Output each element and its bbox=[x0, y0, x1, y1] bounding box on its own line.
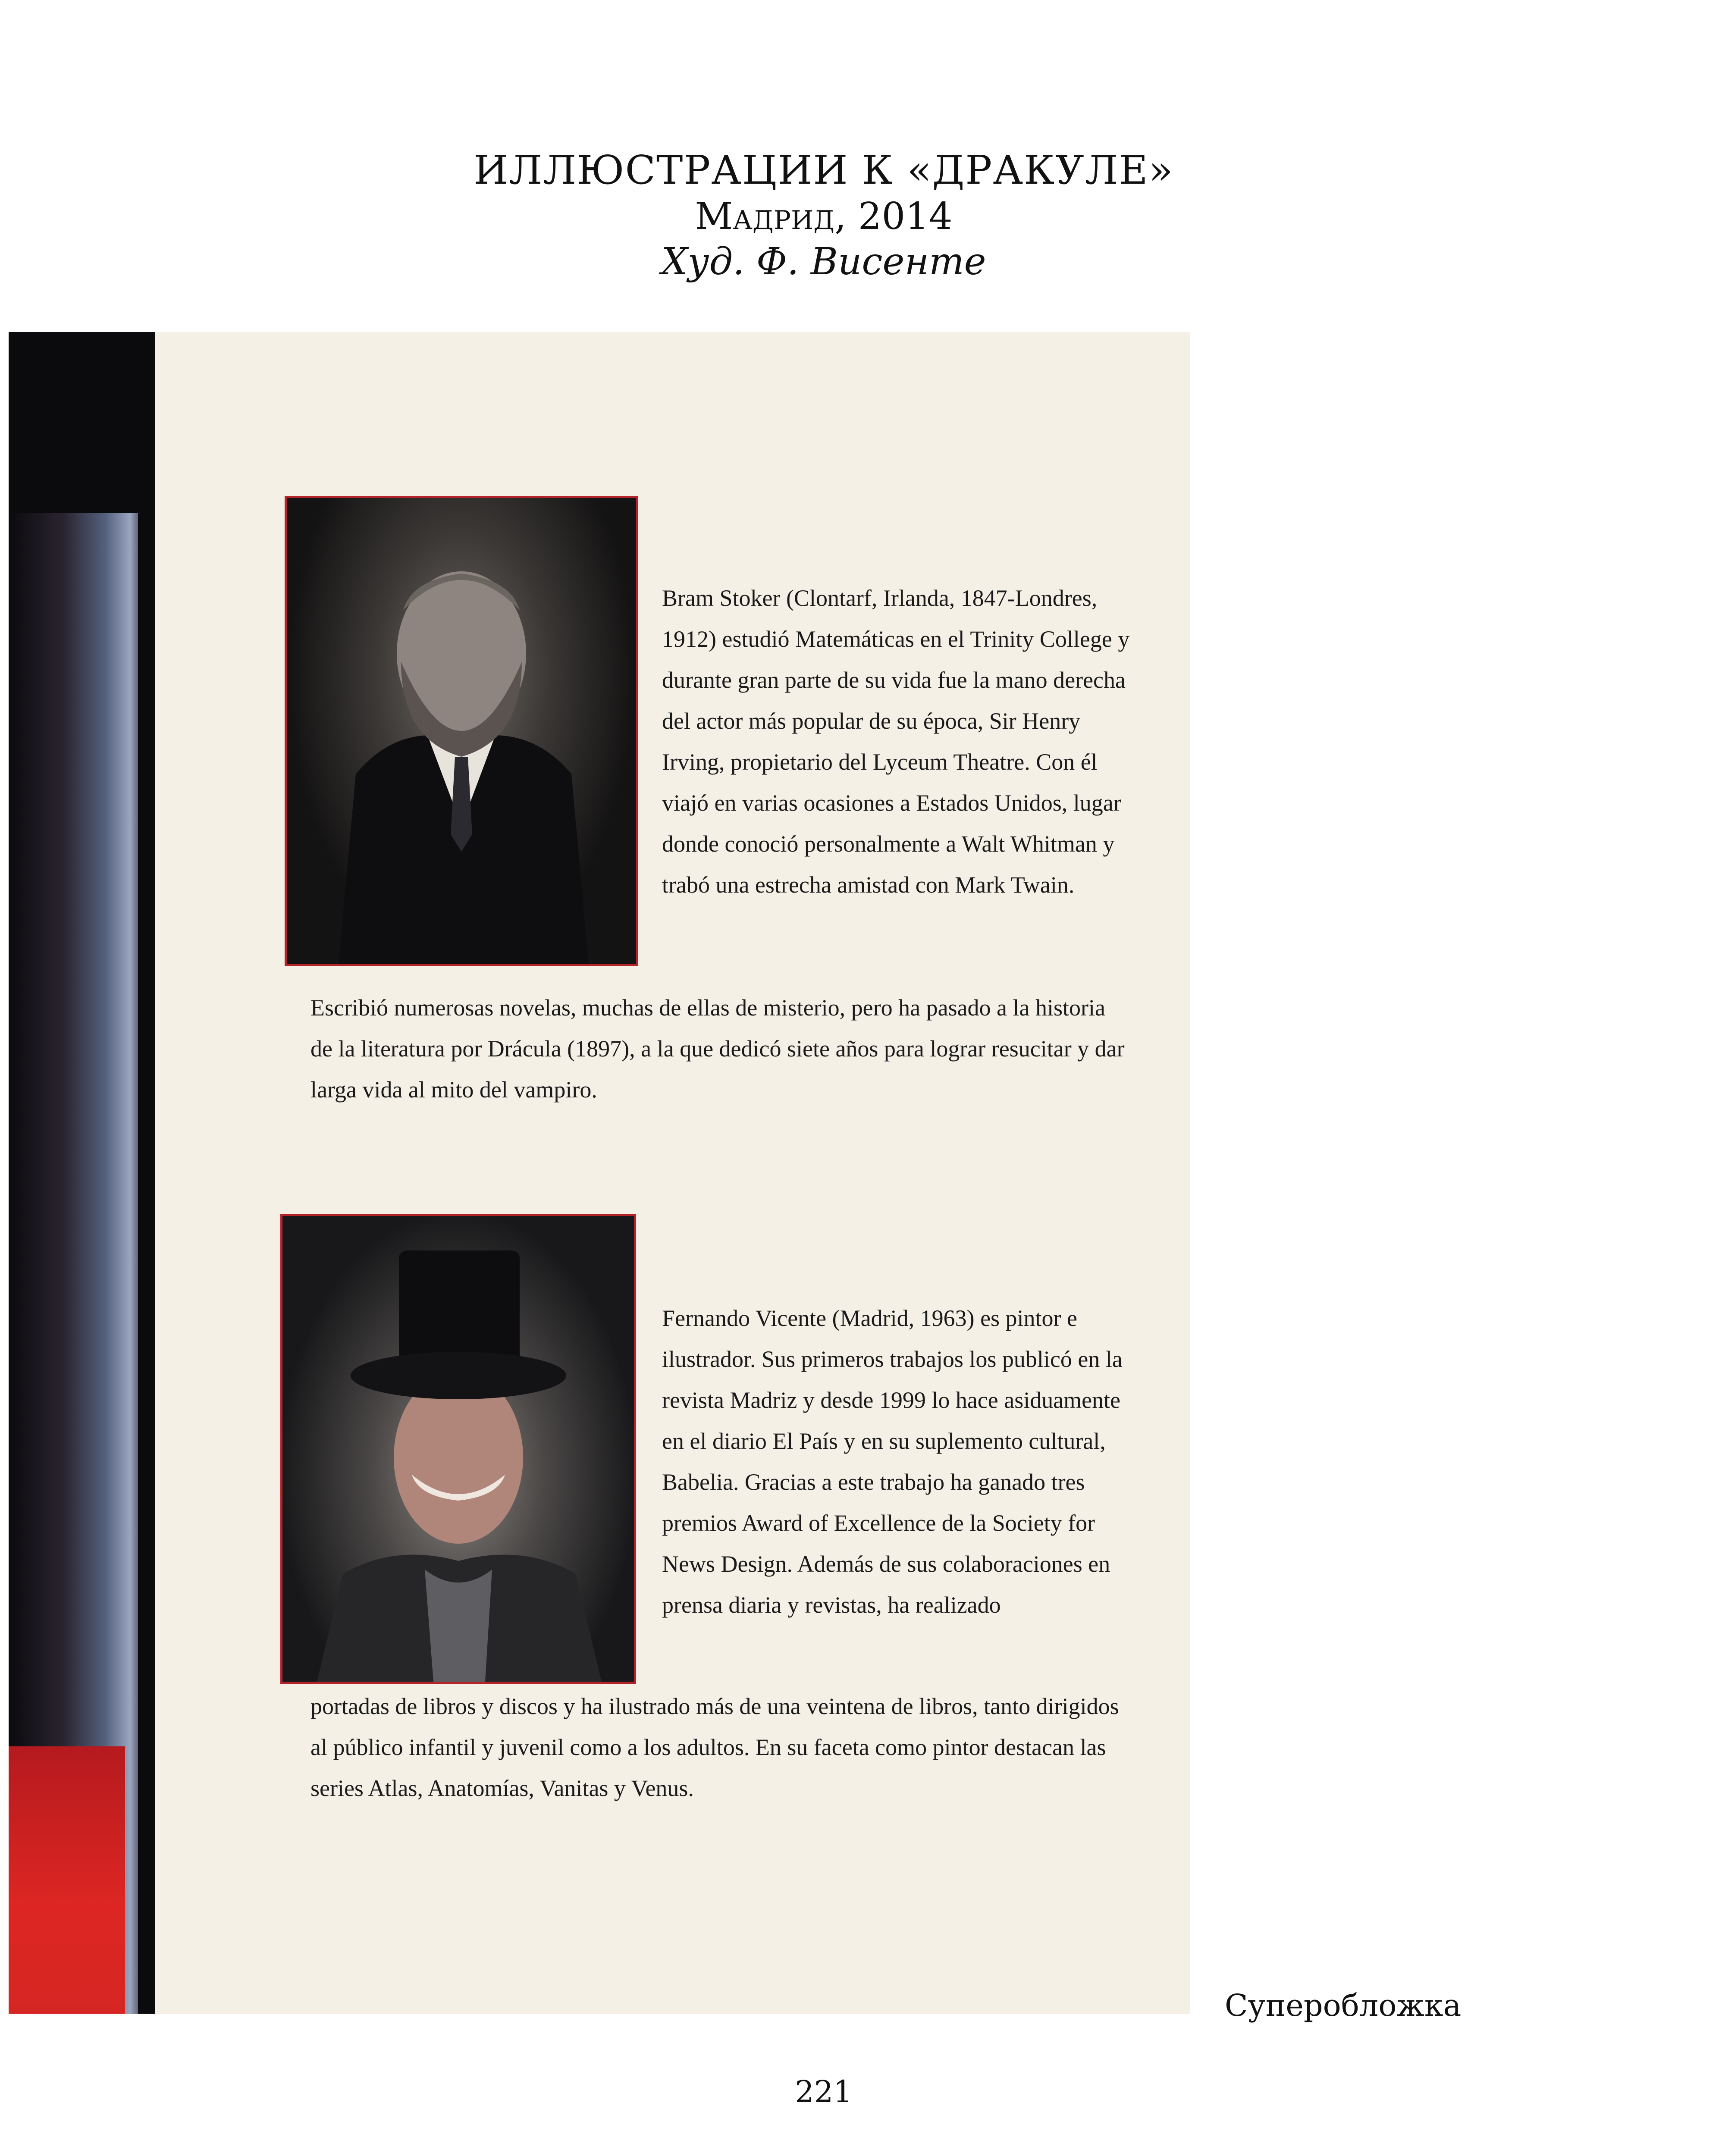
figure-caption: Суперобложка bbox=[1225, 1988, 1462, 2023]
stoker-bio-wrapped: Bram Stoker (Clontarf, Irlanda, 1847-Londres, 1912) estudió Matemáticas en el Trinity College y durante gran parte de su vida fue la mano derecha del actor más popular de su época, Sir Henry Irving, propietario del Lyceum Theatre. Con él viajó en varias ocasiones a Estados Unidos, lugar donde conoció personalmente a Walt Whitman y trabó una estrecha amistad con Mark Twain. bbox=[662, 585, 1130, 898]
scanned-book-cover bbox=[9, 332, 1190, 2014]
spine-edge bbox=[138, 332, 155, 2014]
vicente-bio-full-width: portadas de libros y discos y ha ilustrado más de una veintena de libros, tanto dirigidos al público infantil y juvenil como a los adultos. En su faceta como pintor destacan las series Atlas, Anatomías, Vanitas y Venus. bbox=[310, 1693, 1119, 1801]
spine-red-band bbox=[9, 1746, 125, 2014]
section-title: ИЛЛЮСТРАЦИИ К «ДРАКУЛЕ» bbox=[474, 147, 1174, 193]
stoker-portrait-illustration bbox=[287, 498, 636, 964]
artist-credit: Худ. Ф. Висенте bbox=[661, 240, 986, 283]
spine-dark-band bbox=[9, 332, 147, 513]
vicente-portrait-illustration bbox=[282, 1216, 634, 1682]
bram-stoker-portrait bbox=[285, 496, 638, 966]
place-date: Мадрид, 2014 bbox=[695, 195, 953, 238]
page-number: 221 bbox=[795, 2074, 853, 2109]
page-header bbox=[0, 147, 1647, 285]
fernando-vicente-portrait bbox=[280, 1214, 636, 1684]
stoker-bio-full-width: Escribió numerosas novelas, muchas de ellas de misterio, pero ha pasado a la historia de la literatura por Drácula (1897), a la que dedicó siete años para lograr resucitar y dar larga vida al mito del vampiro. bbox=[310, 995, 1125, 1103]
vicente-bio-wrapped: Fernando Vicente (Madrid, 1963) es pintor e ilustrador. Sus primeros trabajos los publicó en la revista Madriz y desde 1999 lo hace asiduamente en el diario El País y en su suplemento cultural, Babelia. Gracias a este trabajo ha ganado tres premios Award of Excellence de la Society for News Design. Además de sus colaboraciones en prensa diaria y revistas, ha realizado bbox=[662, 1305, 1123, 1618]
